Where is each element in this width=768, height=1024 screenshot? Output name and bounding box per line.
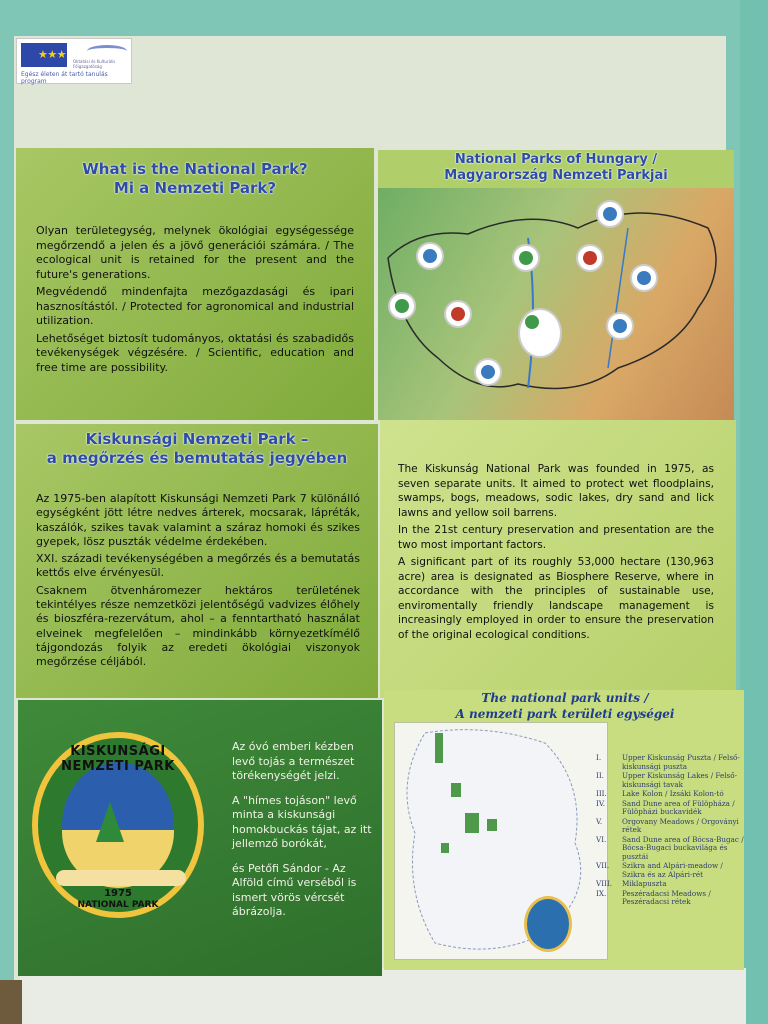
panel-title — [394, 690, 736, 722]
unit-label: Sand Dune area of Bócsa-Bugac / Bócsa-Bugaci buckavilága és pusztái — [622, 834, 744, 861]
panel-body — [398, 462, 714, 645]
unit-row — [596, 862, 744, 879]
paragraph: Lehetőséget biztosít tudományos, oktatási és szabadidős tevékenységek végzésére. / Scientific, education and free time are possibility. — [36, 331, 354, 374]
units-map — [394, 722, 608, 960]
park-badge-icon — [512, 244, 540, 272]
park-badge-icon — [388, 292, 416, 320]
paragraph: In the 21st century preservation and presentation are the two most important factors. — [398, 524, 714, 551]
panel-park-units — [384, 690, 744, 970]
unit-number: III. — [596, 789, 607, 798]
unit-row — [596, 880, 744, 889]
panel-kiskunsag-hungarian — [16, 424, 378, 698]
unit-label: Orgovany Meadows / Orgoványi rétek — [622, 816, 739, 834]
poster-bottom-edge — [20, 968, 746, 1024]
paragraph: Megvédendő mindenfajta mezőgazdasági és ipari hasznosítástól. / Protected for agronomical and industrial utilization. — [36, 285, 354, 327]
park-badge-icon — [630, 264, 658, 292]
agency-name: Oktatási és Kulturális Főigazgatóság — [73, 59, 116, 69]
logo-text-top: KISKUNSÁGI NEMZETI PARK — [61, 744, 175, 774]
title-en: The national park units / — [481, 691, 649, 705]
paragraph: Csaknem ötvenháromezer hektáros területének tekintélyes része nemzetközi jelentőségű vadvizes élőhely és bioszféra-rezervátum, ahol – a fenntartható használat elveinek megfelelően – mindinkább környezetkímélő tájgondozás folyik az eredeti ökológiai viszonyok megőrzése céljából. — [36, 583, 360, 669]
unit-label: Lake Kolon / Izsáki Kolon-tó — [622, 789, 724, 798]
logo-description — [232, 740, 374, 930]
eu-program-logo — [16, 38, 132, 84]
unit-row — [596, 818, 744, 835]
park-badge-icon — [596, 200, 624, 228]
unit-number: VII. — [596, 861, 610, 870]
paragraph: és Petőfi Sándor - Az Alföld című verséből is ismert vörös vércsét ábrázolja. — [232, 861, 357, 918]
juniper-icon — [96, 802, 124, 842]
unit-number: V. — [596, 816, 603, 826]
panel-title — [26, 160, 364, 198]
kiskunsag-mini-logo-icon — [524, 896, 572, 952]
unit-row — [596, 754, 744, 771]
paragraph: The Kiskunság National Park was founded in 1975, as seven separate units. It aimed to protect wet floodplains, swamps, bogs, meadows, sodic lakes, dry sand and lick lawns and yellow soil barrens. — [398, 463, 714, 519]
unit-row — [596, 836, 744, 862]
title-en: National Parks of Hungary / — [454, 152, 658, 167]
kiskunsag-logo-icon — [32, 732, 204, 918]
units-legend — [596, 754, 744, 908]
hungary-parks-map — [378, 188, 734, 420]
agency-swoosh-icon — [87, 45, 127, 57]
title-line: a megőrzés és bemutatás jegyében — [46, 449, 348, 467]
title-hu: Magyarország Nemzeti Parkjai — [444, 168, 668, 183]
unit-number: VIII. — [596, 879, 612, 888]
logo-year: 1975 — [104, 888, 132, 899]
unit-number: II. — [596, 771, 604, 780]
hand-icon — [56, 870, 186, 886]
unit-label: Szikra and Alpári-meadow / Szikra és az Alpári-rét — [622, 861, 723, 879]
unit-row — [596, 772, 744, 789]
eu-flag-icon: ★ ★ ★ — [21, 43, 67, 67]
unit-number: VI. — [596, 834, 607, 844]
title-hu: A nemzeti park területi egységei — [455, 707, 675, 721]
unit-number: IV. — [596, 798, 606, 808]
park-badge-icon — [606, 312, 634, 340]
logo-text-bottom: NATIONAL PARK — [77, 900, 159, 910]
paragraph: XXI. századi tevékenységében a megőrzés és a bemutatás kettős elve érvényesül. — [36, 552, 360, 580]
unit-label: Peszéradacsi Meadows / Peszéradacsi rétek — [622, 888, 711, 906]
unit-number: I. — [596, 753, 602, 762]
panel-park-logo — [18, 700, 382, 976]
unit-label: Upper Kiskunság Puszta / Felső-kiskunsági puszta — [622, 753, 740, 771]
unit-row — [596, 800, 744, 817]
panel-body — [36, 224, 354, 378]
region-map-icon — [395, 723, 609, 961]
floor — [0, 980, 22, 1024]
paragraph: Az 1975-ben alapított Kiskunsági Nemzeti Park 7 különálló egységként jött létre nedves árterek, mocsarak, lápréták, kaszálók, szikes tavak valamint a száraz homoki és szikes gyepek, lösz puszták védelme érdekében. — [36, 492, 360, 548]
panel-title — [26, 430, 368, 468]
paragraph: A significant part of its roughly 53,000 hectare (130,963 acre) area is designated as Biosphere Reserve, where in accordance with the principles of sustainable use, enviromentally friendly landscape management is increasingly employed in order to ensure the preservation of the original ecological conditions. — [398, 556, 714, 641]
map-outline-icon — [378, 188, 734, 420]
wall — [740, 0, 768, 1024]
panel-body — [36, 492, 360, 673]
park-badge-icon — [474, 358, 502, 386]
panel-title — [384, 152, 728, 184]
title-hu: Mi a Nemzeti Park? — [113, 179, 277, 197]
unit-row — [596, 890, 744, 907]
title-line: Kiskunsági Nemzeti Park – — [85, 430, 309, 448]
park-badge-icon — [444, 300, 472, 328]
paragraph: A "hímes tojáson" levő minta a kiskunsági homokbuckás tájat, az itt jellemző borókát, — [232, 793, 372, 850]
unit-label: Sand Dune area of Fülöpháza / Fülöpházi buckavidék — [622, 798, 735, 816]
paragraph: Az óvó emberi kézben levő tojás a természet törékenységét jelzi. — [232, 740, 355, 782]
unit-number: IX. — [596, 888, 607, 898]
kiskunsag-badge-icon — [518, 308, 562, 358]
unit-label: Upper Kiskunság Lakes / Felső-kiskunsági tavak — [622, 771, 737, 789]
program-name: Egész életen át tartó tanulás program — [21, 71, 108, 85]
unit-label: Miklapuszta — [622, 879, 667, 888]
title-en: What is the National Park? — [82, 160, 308, 178]
park-badge-icon — [576, 244, 604, 272]
paragraph: Olyan területegység, melynek ökológiai egységessége megőrzendő a jelen és a jövő generációi számára. / The ecological unit is retained for the present and the future's generations. — [36, 224, 354, 281]
panel-what-is-national-park — [16, 148, 374, 420]
unit-row — [596, 790, 744, 799]
park-badge-icon — [416, 242, 444, 270]
panel-kiskunsag-english — [380, 420, 736, 698]
